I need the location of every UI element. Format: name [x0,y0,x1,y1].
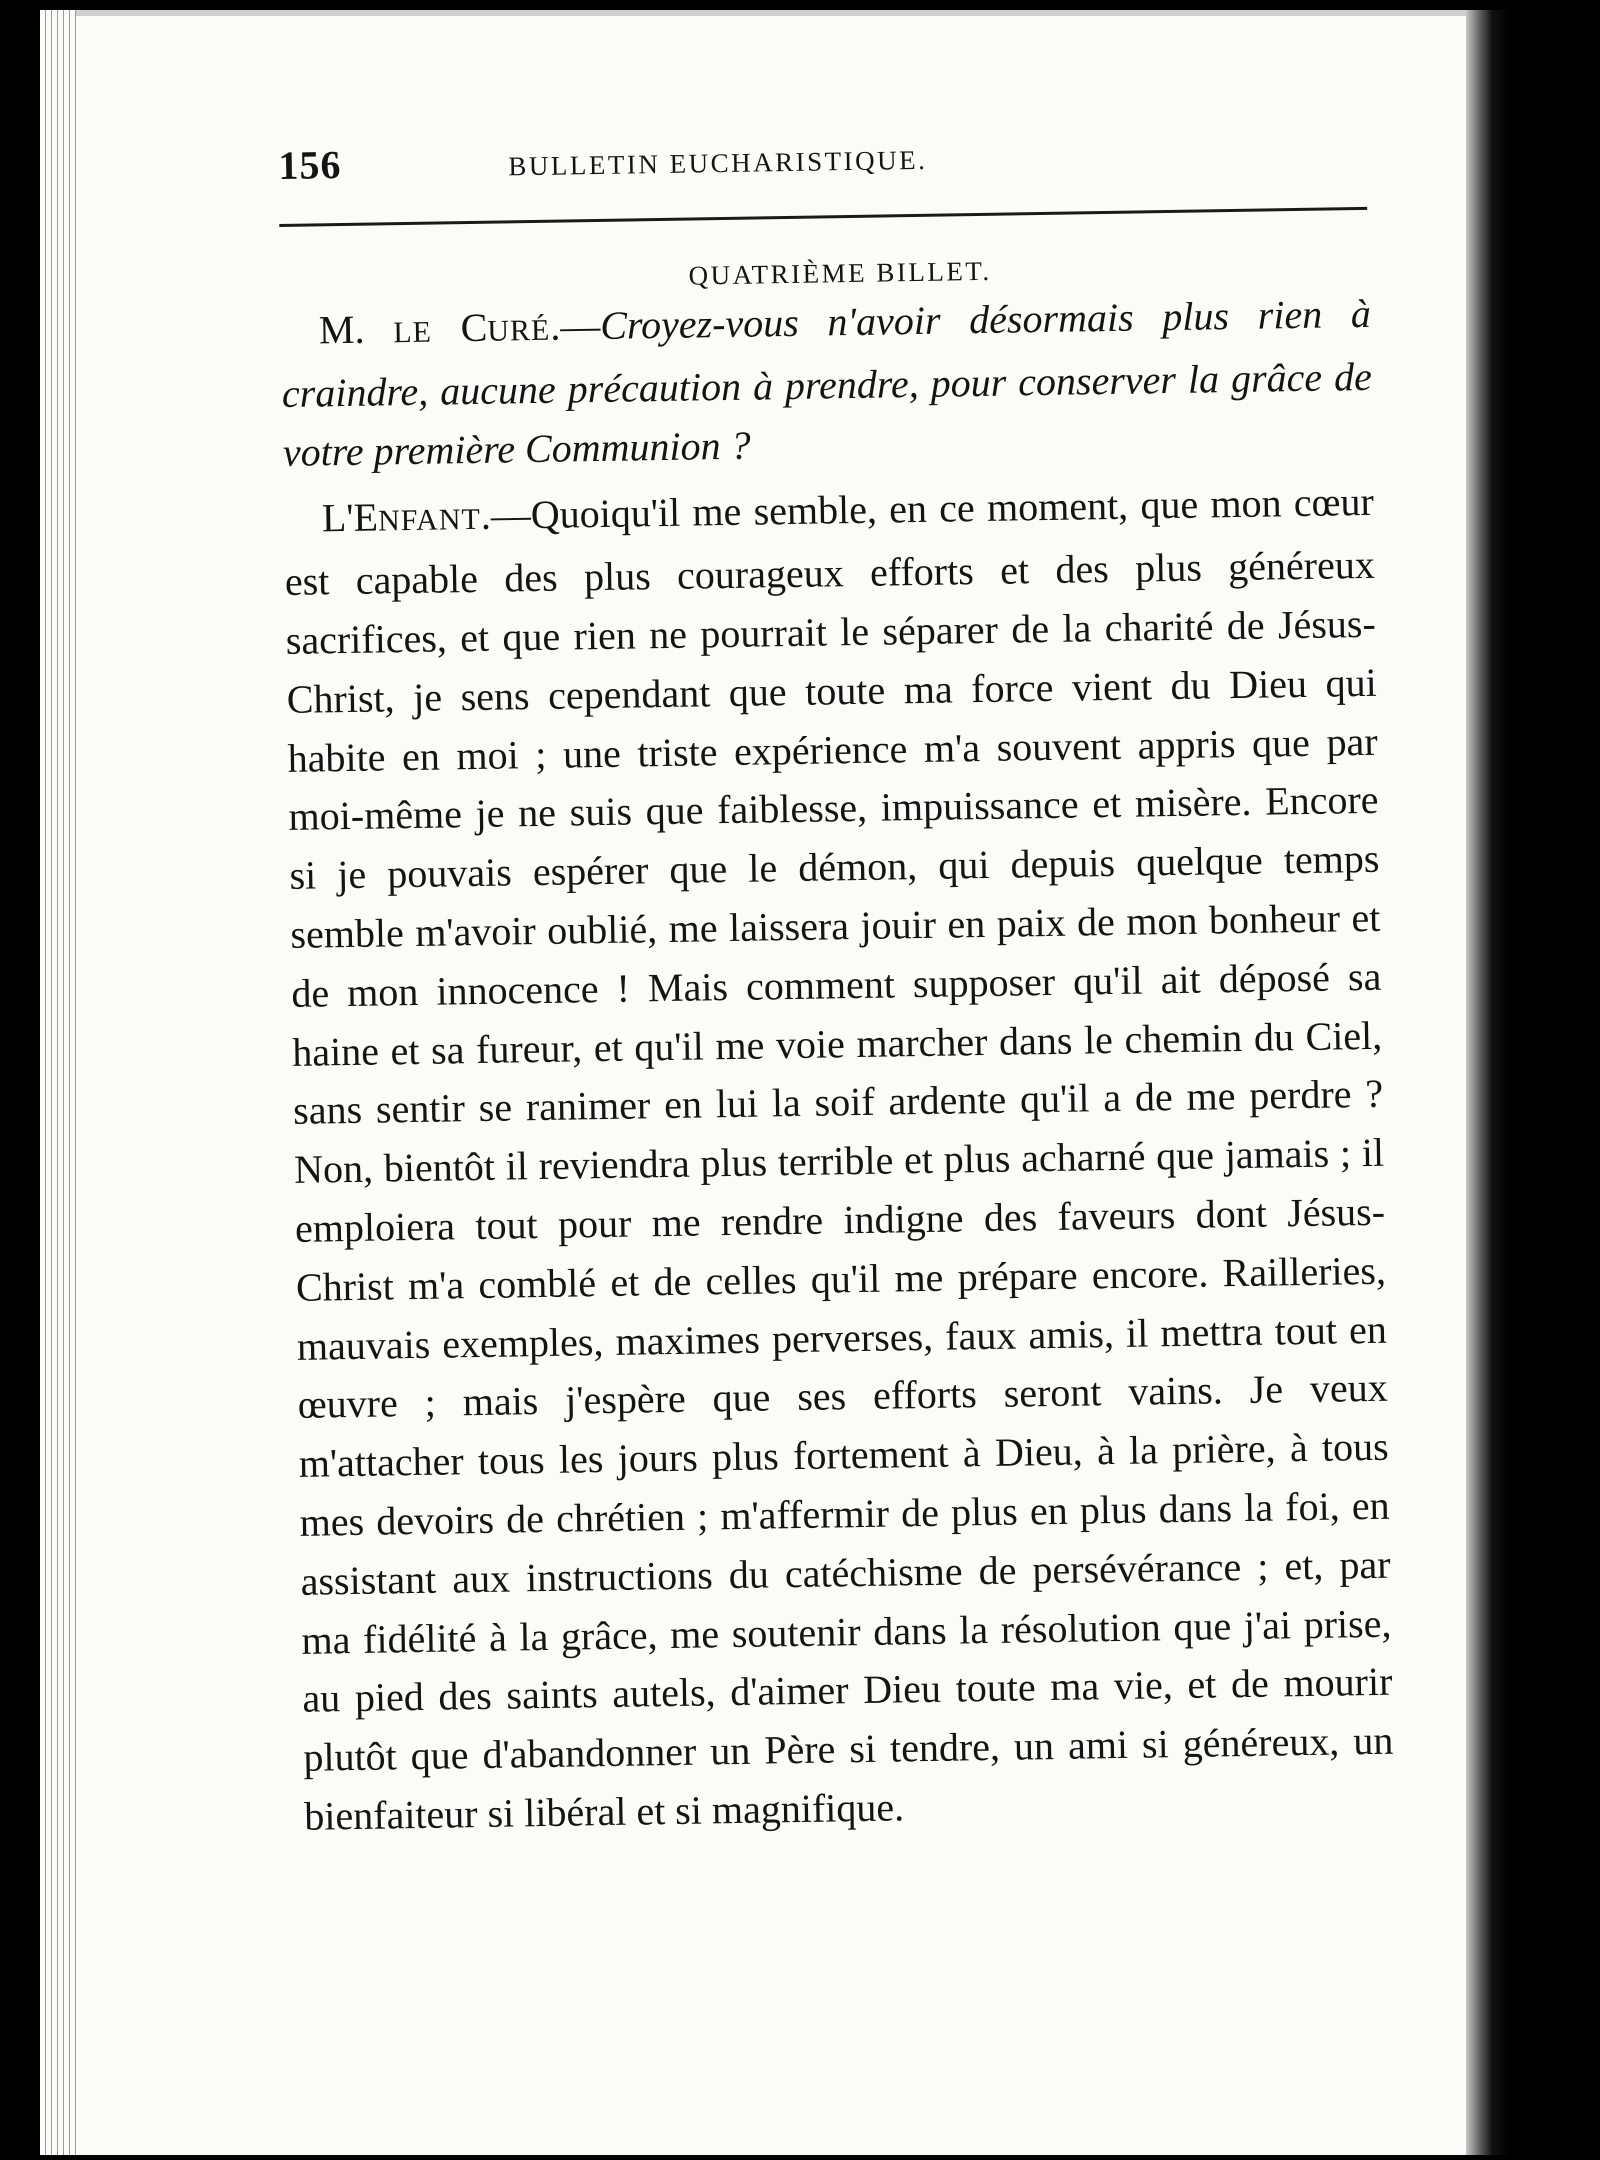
book-binding-shadow [1466,10,1510,2155]
question-paragraph [281,285,1374,482]
answer-text: Quoiqu'il me semble, en ce moment, que mon cœur est capable des plus courageux efforts et des plus généreux sacrifices, et que rien ne pourrait le séparer de la charité de Jésus-Christ, je sens cependant que toute ma force vient du Dieu qui habite en moi ; une triste expérience m'a souvent appris que par moi-même je ne suis que faiblesse, impuissance et misère. Encore si je pouvais espérer que le démon, qui depuis quelque temps semble m'avoir oublié, me laissera jouir en paix de mon bonheur et de mon innocence ! Mais comment supposer qu'il ait déposé sa haine et sa fureur, et qu'il me voie marcher dans le chemin du Ciel, sans sentir se ranimer en lui la soif ardente qu'il a de me perdre ? Non, bientôt il reviendra plus terrible et plus acharné que jamais ; il emploiera tout pour me rendre indigne des faveurs dont Jésus-Christ m'a comblé et de celles qu'il me prépare encore. Railleries, mauvais exemples, maximes perverses, faux amis, il mettra tout en œuvre ; mais j'espère que ses efforts seront vains. Je veux m'attacher tous les jours plus fortement à Dieu, à la prière, à tous mes devoirs de chrétien ; m'affermir de plus en plus dans la foi, en assistant aux instructions du catéchisme de persévérance ; et, par ma fidélité à la grâce, me soutenir dans la résolution que j'ai prise, au pied des saints autels, d'aimer Dieu toute ma vie, et de mourir plutôt que d'abandonner un Père si tendre, un ami si généreux, un bienfaiteur si libéral et si magnifique. [284,479,1394,1839]
text-block [278,125,1395,1847]
page-leaf-edges [40,10,76,2155]
scanned-page [40,10,1510,2155]
page-top-edge [40,10,1510,16]
answer-speaker-initial: L'E [321,494,379,541]
header-rule [279,207,1367,227]
question-text: Croyez-vous n'avoir désormais plus rien à craindre, aucune précaution à prendre, pour conserver la grâce de votre première Communion ? [281,290,1373,475]
question-speaker-le: LE [393,315,433,350]
question-speaker-initial: M. [318,306,394,353]
section-title: QUATRIÈME BILLET. [688,255,992,291]
running-head-title: BULLETIN EUCHARISTIQUE. [508,144,928,182]
answer-speaker-rest: NFANT [377,503,482,538]
question-dash: .— [549,302,601,349]
question-speaker-cure-rest: URÉ [487,313,551,348]
page-number: 156 [278,142,342,188]
question-speaker-cure-initial: C [431,304,488,351]
answer-paragraph [283,473,1394,1846]
answer-dash: .— [480,492,532,539]
running-head [278,125,1369,202]
